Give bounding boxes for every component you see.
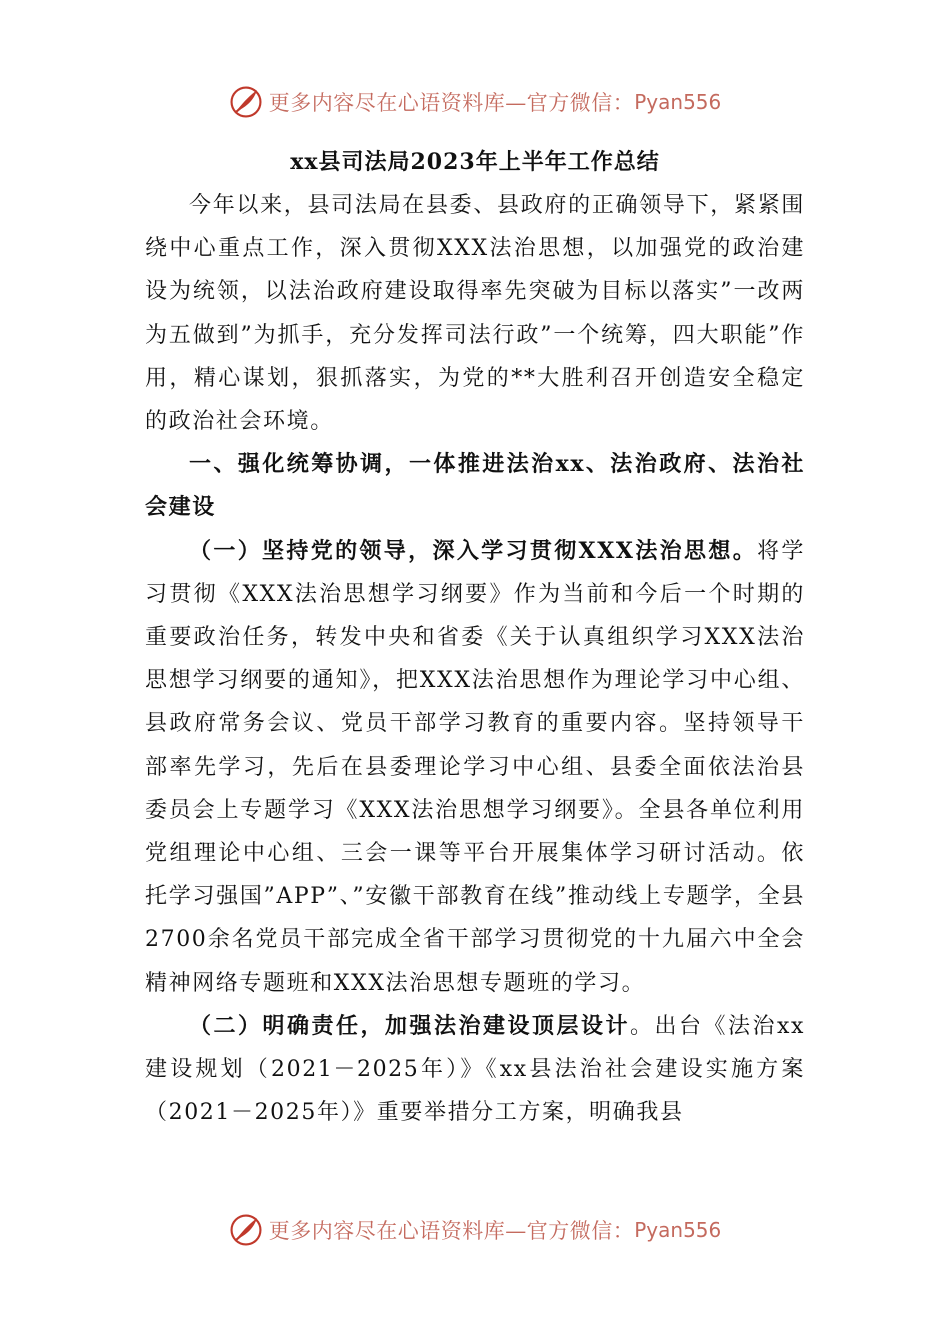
section-heading-1: 一、强化统筹协调，一体推进法治xx、法治政府、法治社会建设 [145, 451, 805, 521]
subsection-1-paragraph [145, 530, 805, 1005]
watermark-header [0, 82, 950, 122]
subsection-2-heading: （二）明确责任，加强法治建设顶层设计 [189, 1012, 630, 1039]
watermark-text: 更多内容尽在心语资料库—官方微信： [268, 91, 635, 115]
subsection-1-body: 将学习贯彻《XXX法治思想学习纲要》作为当前和今后一个时期的重要政治任务，转发中央和省委《关于认真组织学习XXX法治思想学习纲要的通知》，把XXX法治思想作为理论学习中心组、县政府常务会议、党员干部学习教育的重要内容。坚持领导干部率先学习，先后在县委理论学习中心组、县委全面依法治县委员会上专题学习《XXX法治思想学习纲要》。全县各单位利用党组理论中心组、三会一课等平台开展集体学习研讨活动。依托学习强国”APP”、”安徽干部教育在线”推动线上专题学，全县2700余名党员干部完成全省干部学习贯彻党的十九届六中全会精神网络专题班和XXX法治思想专题班的学习。 [145, 538, 806, 996]
intro-paragraph: 今年以来，县司法局在县委、县政府的正确领导下，紧紧围绕中心重点工作，深入贯彻XXX法治思想，以加强党的政治建设为统领，以法治政府建设取得率先突破为目标以落实”一改两为五做到”为抓手，充分发挥司法行政”一个统筹，四大职能”作用，精心谋划，狠抓落实，为党的**大胜利召开创造安全稳定的政治社会环境。 [145, 193, 805, 435]
subsection-1-heading: （一）坚持党的领导，深入学习贯彻XXX法治思想。 [189, 537, 758, 564]
subsection-2-body: 。出台《法治xx建设规划（2021－2025年）》《xx县法治社会建设实施方案（2021－2025年）》重要举措分工方案，明确我县 [145, 1013, 805, 1126]
quill-logo-icon [229, 85, 263, 119]
document-title: xx县司法局2023年上半年工作总结 [290, 149, 660, 175]
watermark-text: 更多内容尽在心语资料库—官方微信： [268, 1219, 635, 1243]
watermark-wechat-id: Pyan556 [634, 1218, 722, 1242]
subsection-2-paragraph [145, 1005, 805, 1135]
document-body [145, 140, 805, 1134]
watermark-wechat-id: Pyan556 [634, 90, 722, 114]
watermark-footer [0, 1210, 950, 1250]
quill-logo-icon [229, 1213, 263, 1247]
